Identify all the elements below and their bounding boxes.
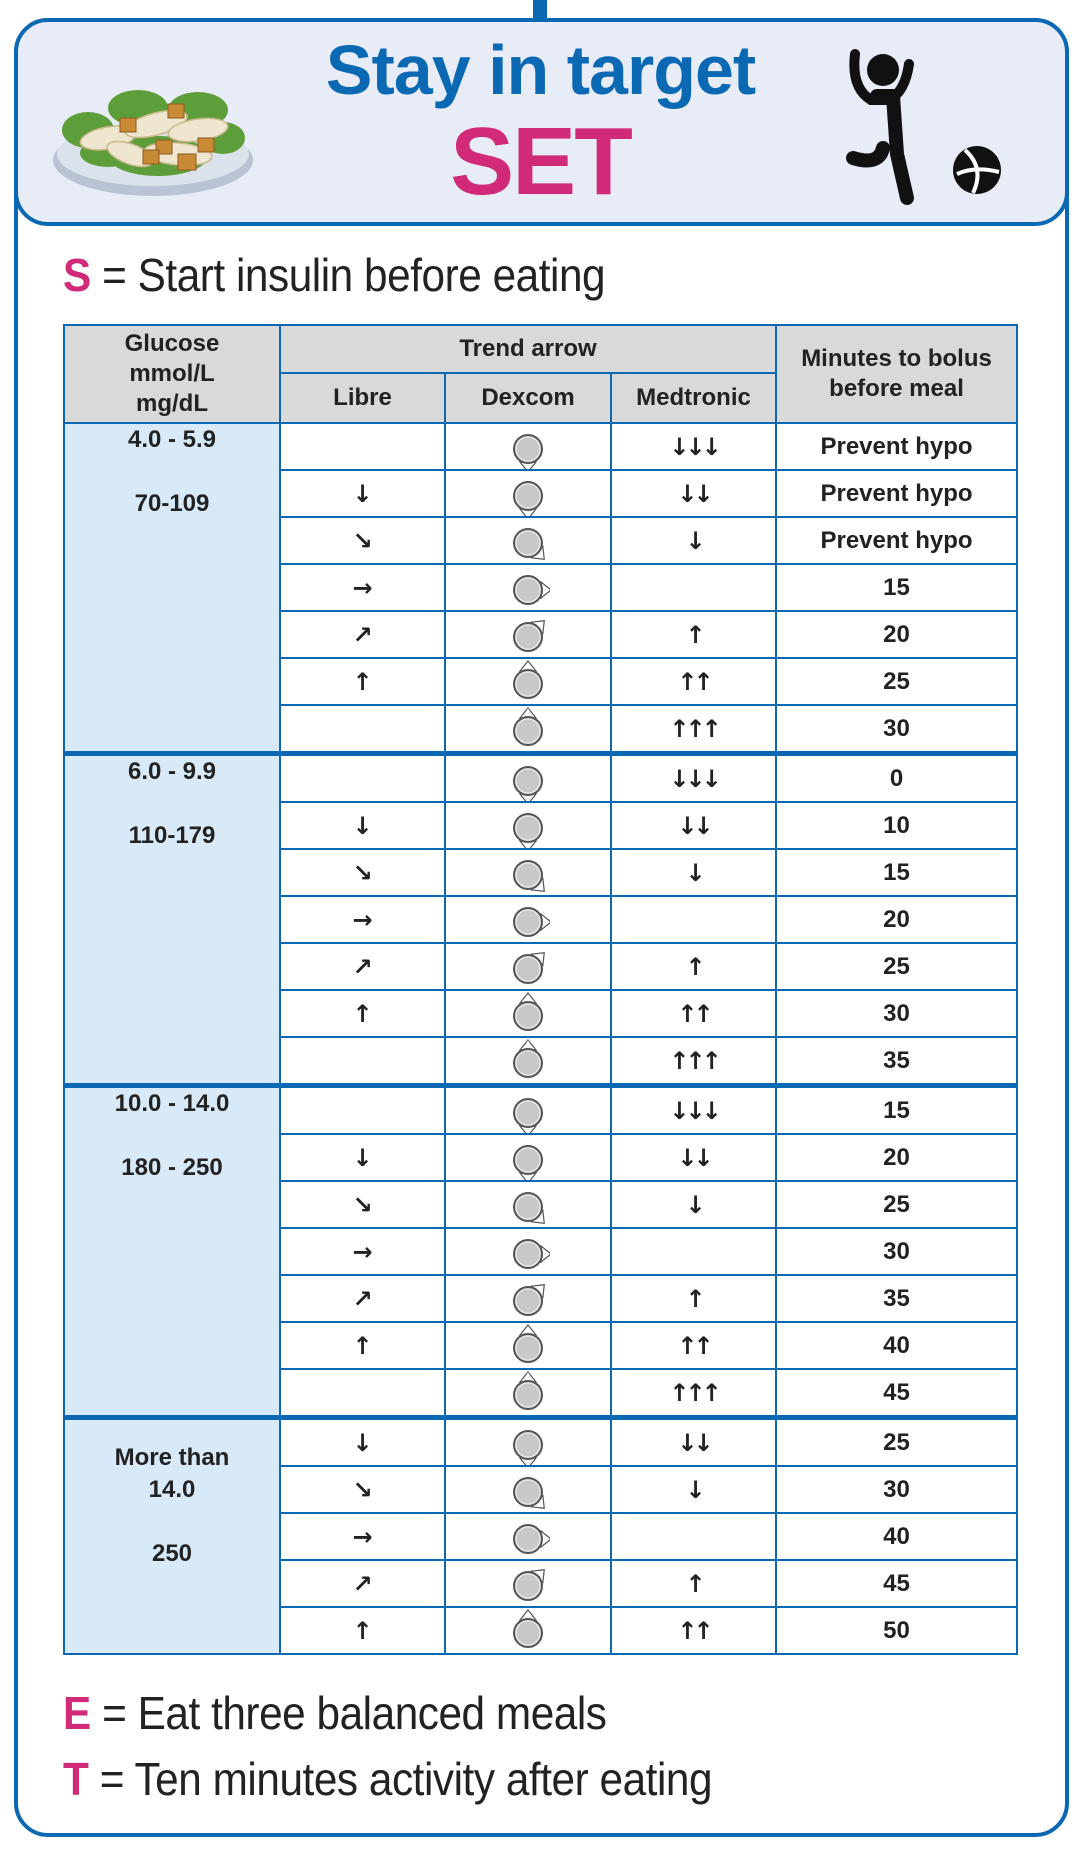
dexcom-down-arrow-icon <box>446 1421 610 1465</box>
libre-trend-cell: ↑ <box>280 1322 445 1369</box>
table-row <box>64 1418 1017 1467</box>
libre-trend-cell: ↘ <box>280 849 445 896</box>
table-row <box>64 423 1017 470</box>
glucose-mmol: 4.0 - 5.9 <box>127 426 217 453</box>
dexcom-trend-cell <box>445 1369 611 1418</box>
glucose-mmol: 6.0 - 9.9 <box>127 758 217 785</box>
dexcom-trend-cell <box>445 658 611 705</box>
libre-trend-cell <box>280 1037 445 1086</box>
dexcom-up-right-arrow-icon <box>446 945 610 989</box>
child-playing-icon <box>845 48 1005 208</box>
glucose-mgdl: 250 <box>151 1540 193 1567</box>
dexcom-right-arrow-icon <box>446 1515 610 1559</box>
dexcom-down-right-arrow-icon <box>446 851 610 895</box>
glucose-range-cell <box>64 754 280 1086</box>
dexcom-trend-cell <box>445 517 611 564</box>
minutes-to-bolus-cell: 45 <box>776 1369 1017 1418</box>
dexcom-trend-cell <box>445 849 611 896</box>
libre-trend-cell: ↑ <box>280 990 445 1037</box>
minutes-to-bolus-cell: 40 <box>776 1513 1017 1560</box>
dexcom-trend-cell <box>445 564 611 611</box>
medtronic-trend-cell: ↓↓ <box>611 802 776 849</box>
minutes-to-bolus-cell: 15 <box>776 564 1017 611</box>
libre-trend-cell: ↑ <box>280 658 445 705</box>
dexcom-up-right-arrow-icon <box>446 1277 610 1321</box>
minutes-to-bolus-cell: 50 <box>776 1607 1017 1654</box>
dexcom-double-up-arrow-icon <box>446 1039 610 1083</box>
libre-trend-cell: → <box>280 564 445 611</box>
libre-trend-cell: ↓ <box>280 470 445 517</box>
minutes-to-bolus-cell: 30 <box>776 1228 1017 1275</box>
medtronic-trend-cell: ↓↓ <box>611 1418 776 1467</box>
medtronic-trend-cell <box>611 564 776 611</box>
dexcom-right-arrow-icon <box>446 566 610 610</box>
medtronic-trend-cell: ↓↓ <box>611 470 776 517</box>
minutes-to-bolus-cell: 15 <box>776 849 1017 896</box>
dexcom-trend-cell <box>445 611 611 658</box>
minutes-to-bolus-cell: 20 <box>776 896 1017 943</box>
dexcom-double-down-arrow-icon <box>446 425 610 469</box>
dexcom-up-right-arrow-icon <box>446 613 610 657</box>
glucose-mmol: 10.0 - 14.0 <box>114 1090 230 1117</box>
dexcom-down-arrow-icon <box>446 472 610 516</box>
dexcom-up-right-arrow-icon <box>446 1562 610 1606</box>
dexcom-up-arrow-icon <box>446 1324 610 1368</box>
dexcom-trend-cell <box>445 1181 611 1228</box>
glucose-range-cell <box>64 423 280 754</box>
dexcom-down-right-arrow-icon <box>446 1468 610 1512</box>
header-dexcom: Dexcom <box>445 373 611 423</box>
t-line <box>63 1752 712 1806</box>
libre-trend-cell: → <box>280 1228 445 1275</box>
medtronic-trend-cell: ↑ <box>611 1275 776 1322</box>
glucose-mgdl: 110-179 <box>128 822 216 849</box>
glucose-mgdl: 70-109 <box>134 490 210 517</box>
libre-trend-cell <box>280 705 445 754</box>
libre-trend-cell <box>280 754 445 803</box>
header-glucose <box>64 325 280 423</box>
medtronic-trend-cell: ↓↓↓ <box>611 754 776 803</box>
minutes-to-bolus-cell: 20 <box>776 1134 1017 1181</box>
header-glucose-line1: Glucose <box>124 330 220 357</box>
dexcom-up-arrow-icon <box>446 992 610 1036</box>
minutes-to-bolus-cell: Prevent hypo <box>776 470 1017 517</box>
medtronic-trend-cell: ↑↑↑ <box>611 1369 776 1418</box>
dexcom-trend-cell <box>445 1418 611 1467</box>
t-text: = Ten minutes activity after eating <box>99 1753 713 1805</box>
libre-trend-cell: ↘ <box>280 1181 445 1228</box>
header-medtronic: Medtronic <box>611 373 776 423</box>
minutes-to-bolus-cell: 35 <box>776 1037 1017 1086</box>
medtronic-trend-cell: ↓↓↓ <box>611 423 776 470</box>
dexcom-trend-cell <box>445 1037 611 1086</box>
title-stay-in-target: Stay in target <box>325 31 756 109</box>
libre-trend-cell: ↘ <box>280 1466 445 1513</box>
medtronic-trend-cell: ↑↑ <box>611 990 776 1037</box>
minutes-to-bolus-cell: 30 <box>776 990 1017 1037</box>
minutes-to-bolus-cell: 15 <box>776 1086 1017 1135</box>
header-libre: Libre <box>280 373 445 423</box>
minutes-to-bolus-cell: 30 <box>776 705 1017 754</box>
header-glucose-line3: mg/dL <box>136 390 208 417</box>
minutes-to-bolus-cell: 45 <box>776 1560 1017 1607</box>
dexcom-trend-cell <box>445 943 611 990</box>
e-text: = Eat three balanced meals <box>102 1687 607 1739</box>
e-line <box>63 1686 607 1740</box>
dexcom-up-arrow-icon <box>446 1609 610 1653</box>
libre-trend-cell: ↗ <box>280 943 445 990</box>
dexcom-trend-cell <box>445 1086 611 1135</box>
medtronic-trend-cell: ↑↑ <box>611 1607 776 1654</box>
libre-trend-cell <box>280 423 445 470</box>
dexcom-double-down-arrow-icon <box>446 1089 610 1133</box>
minutes-to-bolus-cell: 35 <box>776 1275 1017 1322</box>
dexcom-trend-cell <box>445 802 611 849</box>
libre-trend-cell <box>280 1369 445 1418</box>
minutes-to-bolus-cell: Prevent hypo <box>776 423 1017 470</box>
libre-trend-cell: → <box>280 896 445 943</box>
medtronic-trend-cell: ↓ <box>611 1466 776 1513</box>
dexcom-trend-cell <box>445 1228 611 1275</box>
dexcom-trend-cell <box>445 896 611 943</box>
dexcom-down-arrow-icon <box>446 804 610 848</box>
header-minutes <box>776 325 1017 423</box>
bolus-timing-table <box>63 324 1018 1655</box>
medtronic-trend-cell <box>611 1228 776 1275</box>
header-trend-arrow: Trend arrow <box>280 325 776 373</box>
title-set: SET <box>450 108 631 215</box>
minutes-to-bolus-cell: Prevent hypo <box>776 517 1017 564</box>
header-glucose-line2: mmol/L <box>129 360 215 387</box>
libre-trend-cell: ↗ <box>280 1560 445 1607</box>
header-minutes-line1: Minutes to bolus <box>801 345 992 372</box>
dexcom-up-arrow-icon <box>446 660 610 704</box>
dexcom-double-up-arrow-icon <box>446 707 610 751</box>
dexcom-trend-cell <box>445 990 611 1037</box>
s-key: S <box>63 249 91 301</box>
dexcom-down-arrow-icon <box>446 1136 610 1180</box>
e-key: E <box>63 1687 91 1739</box>
table-body <box>64 423 1017 1654</box>
medtronic-trend-cell: ↑↑ <box>611 1322 776 1369</box>
libre-trend-cell: ↗ <box>280 611 445 658</box>
medtronic-trend-cell: ↑ <box>611 1560 776 1607</box>
dexcom-trend-cell <box>445 470 611 517</box>
medtronic-trend-cell: ↓ <box>611 849 776 896</box>
dexcom-double-up-arrow-icon <box>446 1371 610 1415</box>
libre-trend-cell: ↘ <box>280 517 445 564</box>
dexcom-trend-cell <box>445 1560 611 1607</box>
dexcom-trend-cell <box>445 1466 611 1513</box>
s-line <box>63 248 605 302</box>
libre-trend-cell: ↓ <box>280 1134 445 1181</box>
dexcom-trend-cell <box>445 705 611 754</box>
glucose-range-cell <box>64 1418 280 1655</box>
medtronic-trend-cell: ↑↑↑ <box>611 705 776 754</box>
libre-trend-cell <box>280 1086 445 1135</box>
medtronic-trend-cell: ↑ <box>611 943 776 990</box>
dexcom-trend-cell <box>445 1275 611 1322</box>
dexcom-double-down-arrow-icon <box>446 757 610 801</box>
minutes-to-bolus-cell: 25 <box>776 1418 1017 1467</box>
medtronic-trend-cell: ↑ <box>611 611 776 658</box>
medtronic-trend-cell: ↓↓ <box>611 1134 776 1181</box>
s-text: = Start insulin before eating <box>102 249 606 301</box>
minutes-to-bolus-cell: 30 <box>776 1466 1017 1513</box>
dexcom-right-arrow-icon <box>446 1230 610 1274</box>
medtronic-trend-cell: ↓↓↓ <box>611 1086 776 1135</box>
medtronic-trend-cell: ↑↑ <box>611 658 776 705</box>
minutes-to-bolus-cell: 40 <box>776 1322 1017 1369</box>
minutes-to-bolus-cell: 25 <box>776 943 1017 990</box>
dexcom-down-right-arrow-icon <box>446 519 610 563</box>
dexcom-trend-cell <box>445 754 611 803</box>
glucose-range-cell <box>64 1086 280 1418</box>
libre-trend-cell: ↑ <box>280 1607 445 1654</box>
dexcom-trend-cell <box>445 1134 611 1181</box>
dexcom-down-right-arrow-icon <box>446 1183 610 1227</box>
dexcom-right-arrow-icon <box>446 898 610 942</box>
minutes-to-bolus-cell: 20 <box>776 611 1017 658</box>
libre-trend-cell: ↓ <box>280 802 445 849</box>
medtronic-trend-cell: ↓ <box>611 1181 776 1228</box>
glucose-mmol-prefix: More than <box>114 1444 230 1471</box>
libre-trend-cell: ↓ <box>280 1418 445 1467</box>
medtronic-trend-cell: ↓ <box>611 517 776 564</box>
t-key: T <box>63 1753 89 1805</box>
table-row <box>64 754 1017 803</box>
libre-trend-cell: → <box>280 1513 445 1560</box>
libre-trend-cell: ↗ <box>280 1275 445 1322</box>
glucose-mmol: 14.0 <box>148 1476 196 1503</box>
dexcom-trend-cell <box>445 1607 611 1654</box>
dexcom-trend-cell <box>445 423 611 470</box>
glucose-mgdl: 180 - 250 <box>121 1154 223 1181</box>
medtronic-trend-cell <box>611 1513 776 1560</box>
dexcom-trend-cell <box>445 1322 611 1369</box>
minutes-to-bolus-cell: 25 <box>776 658 1017 705</box>
dexcom-trend-cell <box>445 1513 611 1560</box>
header-minutes-line2: before meal <box>829 375 964 402</box>
minutes-to-bolus-cell: 25 <box>776 1181 1017 1228</box>
table-row <box>64 1086 1017 1135</box>
minutes-to-bolus-cell: 10 <box>776 802 1017 849</box>
medtronic-trend-cell: ↑↑↑ <box>611 1037 776 1086</box>
minutes-to-bolus-cell: 0 <box>776 754 1017 803</box>
medtronic-trend-cell <box>611 896 776 943</box>
